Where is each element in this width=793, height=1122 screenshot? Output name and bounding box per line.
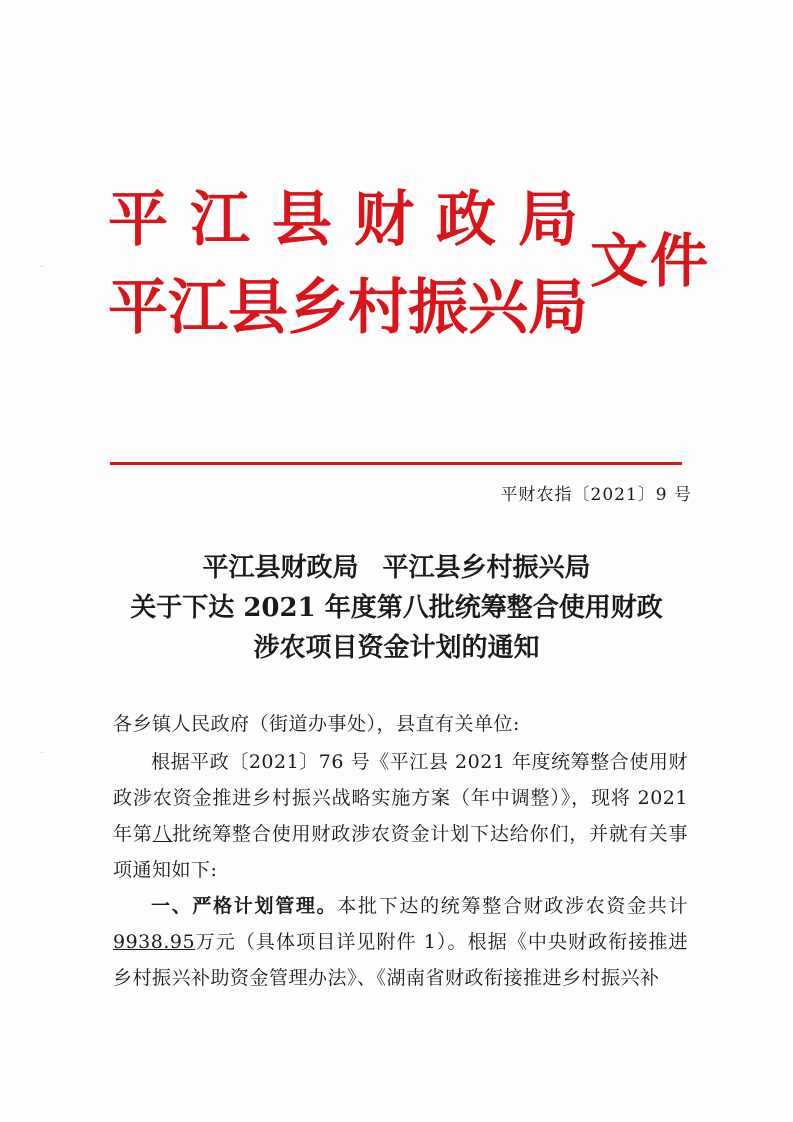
letterhead-char: 财 — [354, 185, 414, 255]
scan-margin-mark: · — [40, 748, 44, 759]
section-1-text-continued: 万元（具体项目详见附件 1）。根据《中央财政衔接推进乡村振兴补助资金管理办法》、《湖南省财政衔接推进乡村振兴补 — [113, 931, 688, 989]
total-amount: 9938.95 — [113, 931, 196, 953]
letterhead-char: 局 — [518, 185, 578, 255]
section-1-text: 本批下达的统筹整合财政涉农资金共计 — [337, 895, 688, 917]
letterhead-char: 江 — [190, 185, 250, 255]
section-1-paragraph — [113, 888, 688, 996]
letterhead-char: 振 — [408, 273, 468, 343]
title-issuer-finance: 平江县财政局 — [202, 553, 359, 583]
letterhead-char: 政 — [436, 185, 496, 255]
letterhead-char: 局 — [528, 273, 588, 343]
title-line-2: 关于下达 2021 年度第八批统筹整合使用财政 — [130, 593, 663, 623]
letterhead-issuers — [108, 184, 588, 344]
red-divider-line — [110, 462, 682, 465]
intro-text-end: 批统筹整合使用财政涉农资金计划下达给你们，并就有关事项通知如下: — [113, 823, 688, 881]
letterhead-char: 平 — [108, 273, 168, 343]
letterhead-char: 县 — [228, 273, 288, 343]
intro-paragraph — [113, 744, 688, 888]
salutation: 各乡镇人民政府（街道办事处），县直有关单位: — [113, 713, 520, 735]
scan-margin-mark: · — [40, 262, 44, 273]
letterhead-char: 村 — [348, 273, 408, 343]
document-body — [113, 706, 688, 996]
title-line-3: 涉农项目资金计划的通知 — [253, 633, 540, 663]
document-number: 平财农指〔2021〕9 号 — [500, 485, 692, 505]
letterhead-line-rural-revitalization-bureau — [108, 272, 588, 344]
title-line-issuers — [100, 548, 693, 588]
section-1-heading: 一、严格计划管理。 — [151, 895, 338, 917]
letterhead-char: 兴 — [468, 273, 528, 343]
letterhead-char: 县 — [272, 185, 332, 255]
letterhead-line-finance-bureau — [108, 184, 578, 256]
document-title — [100, 548, 693, 668]
letterhead-char: 江 — [168, 273, 228, 343]
letterhead-char: 乡 — [288, 273, 348, 343]
title-issuer-rural: 平江县乡村振兴局 — [382, 553, 591, 583]
intro-text: 根据平政〔2021〕76 号《平江县 2021 年度统筹整合使用财政涉农资金推进乡村振兴战略实施方案（年中调整）》，现将 2021 年第 — [113, 751, 688, 845]
letterhead-char: 平 — [108, 185, 168, 255]
letterhead-document-suffix: 文件 — [590, 227, 711, 295]
batch-number: 八 — [152, 823, 173, 845]
